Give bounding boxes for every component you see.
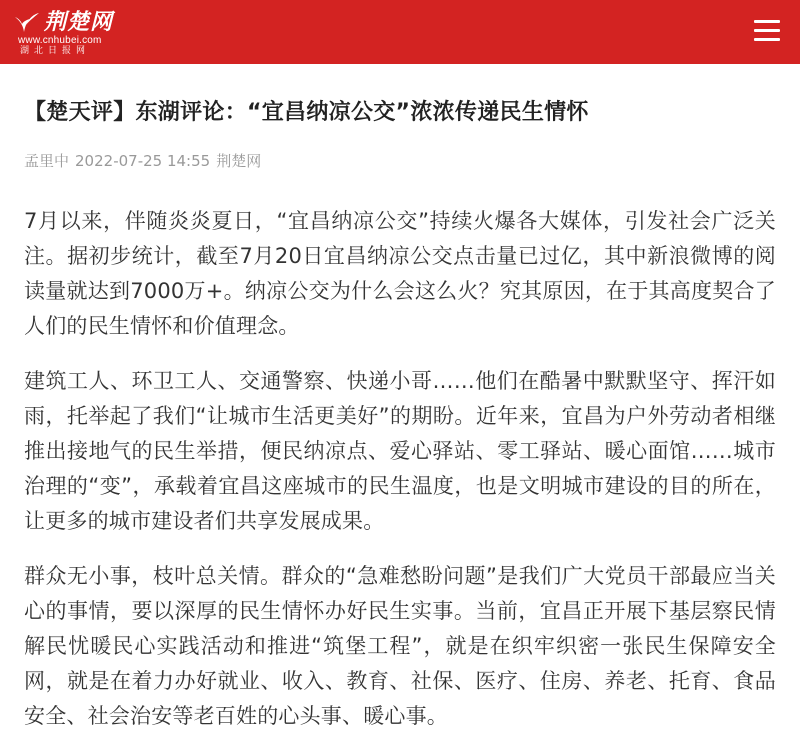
menu-bar	[754, 20, 780, 23]
article-body	[24, 204, 776, 734]
article-title: 【楚天评】东湖评论：“宜昌纳凉公交”浓浓传递民生情怀	[24, 100, 589, 125]
logo-name: 荆楚网	[44, 9, 114, 35]
article	[0, 96, 800, 734]
logo-subtitle: 湖北日报网	[20, 46, 91, 56]
menu-bar	[754, 38, 780, 41]
site-header	[0, 0, 800, 64]
article-source: 荆楚网	[216, 152, 262, 170]
logo-url: www.cnhubei.com	[18, 35, 102, 46]
article-paragraph: 建筑工人、环卫工人、交通警察、快递小哥……他们在酷暑中默默坚守、挥汗如雨，托举起了我们“让城市生活更美好”的期盼。近年来，宜昌为户外劳动者相继推出接地气的民生举措，便民纳凉点、爱心驿站、零工驿站、暖心面馆……城市治理的“变”，承载着宜昌这座城市的民生温度，也是文明城市建设的目的所在，让更多的城市建设者们共享发展成果。	[24, 369, 776, 533]
article-meta	[24, 150, 776, 172]
menu-bar	[754, 29, 780, 32]
site-logo[interactable]	[14, 9, 124, 55]
article-paragraph: 7月以来，伴随炎炎夏日，“宜昌纳凉公交”持续火爆各大媒体，引发社会广泛关注。据初步统计，截至7月20日宜昌纳凉公交点击量已过亿，其中新浪微博的阅读量就达到7000万+。纳凉公交为什么会这么火？究其原因，在于其高度契合了人们的民生情怀和价值理念。	[24, 209, 776, 338]
article-date: 2022-07-25 14:55	[75, 152, 211, 170]
bird-logo-icon	[14, 11, 40, 33]
article-paragraph: 群众无小事，枝叶总关情。群众的“急难愁盼问题”是我们广大党员干部最应当关心的事情，要以深厚的民生情怀办好民生实事。当前，宜昌正开展下基层察民情解民忧暖民心实践活动和推进“筑堡工程”，就是在织牢织密一张民生保障安全网，就是在着力办好就业、收入、教育、社保、医疗、住房、养老、托育、食品安全、社会治安等老百姓的心头事、暖心事。	[24, 564, 776, 728]
logo-main	[14, 9, 124, 35]
article-author: 孟里中	[24, 152, 70, 170]
hamburger-menu-icon[interactable]	[754, 20, 780, 42]
